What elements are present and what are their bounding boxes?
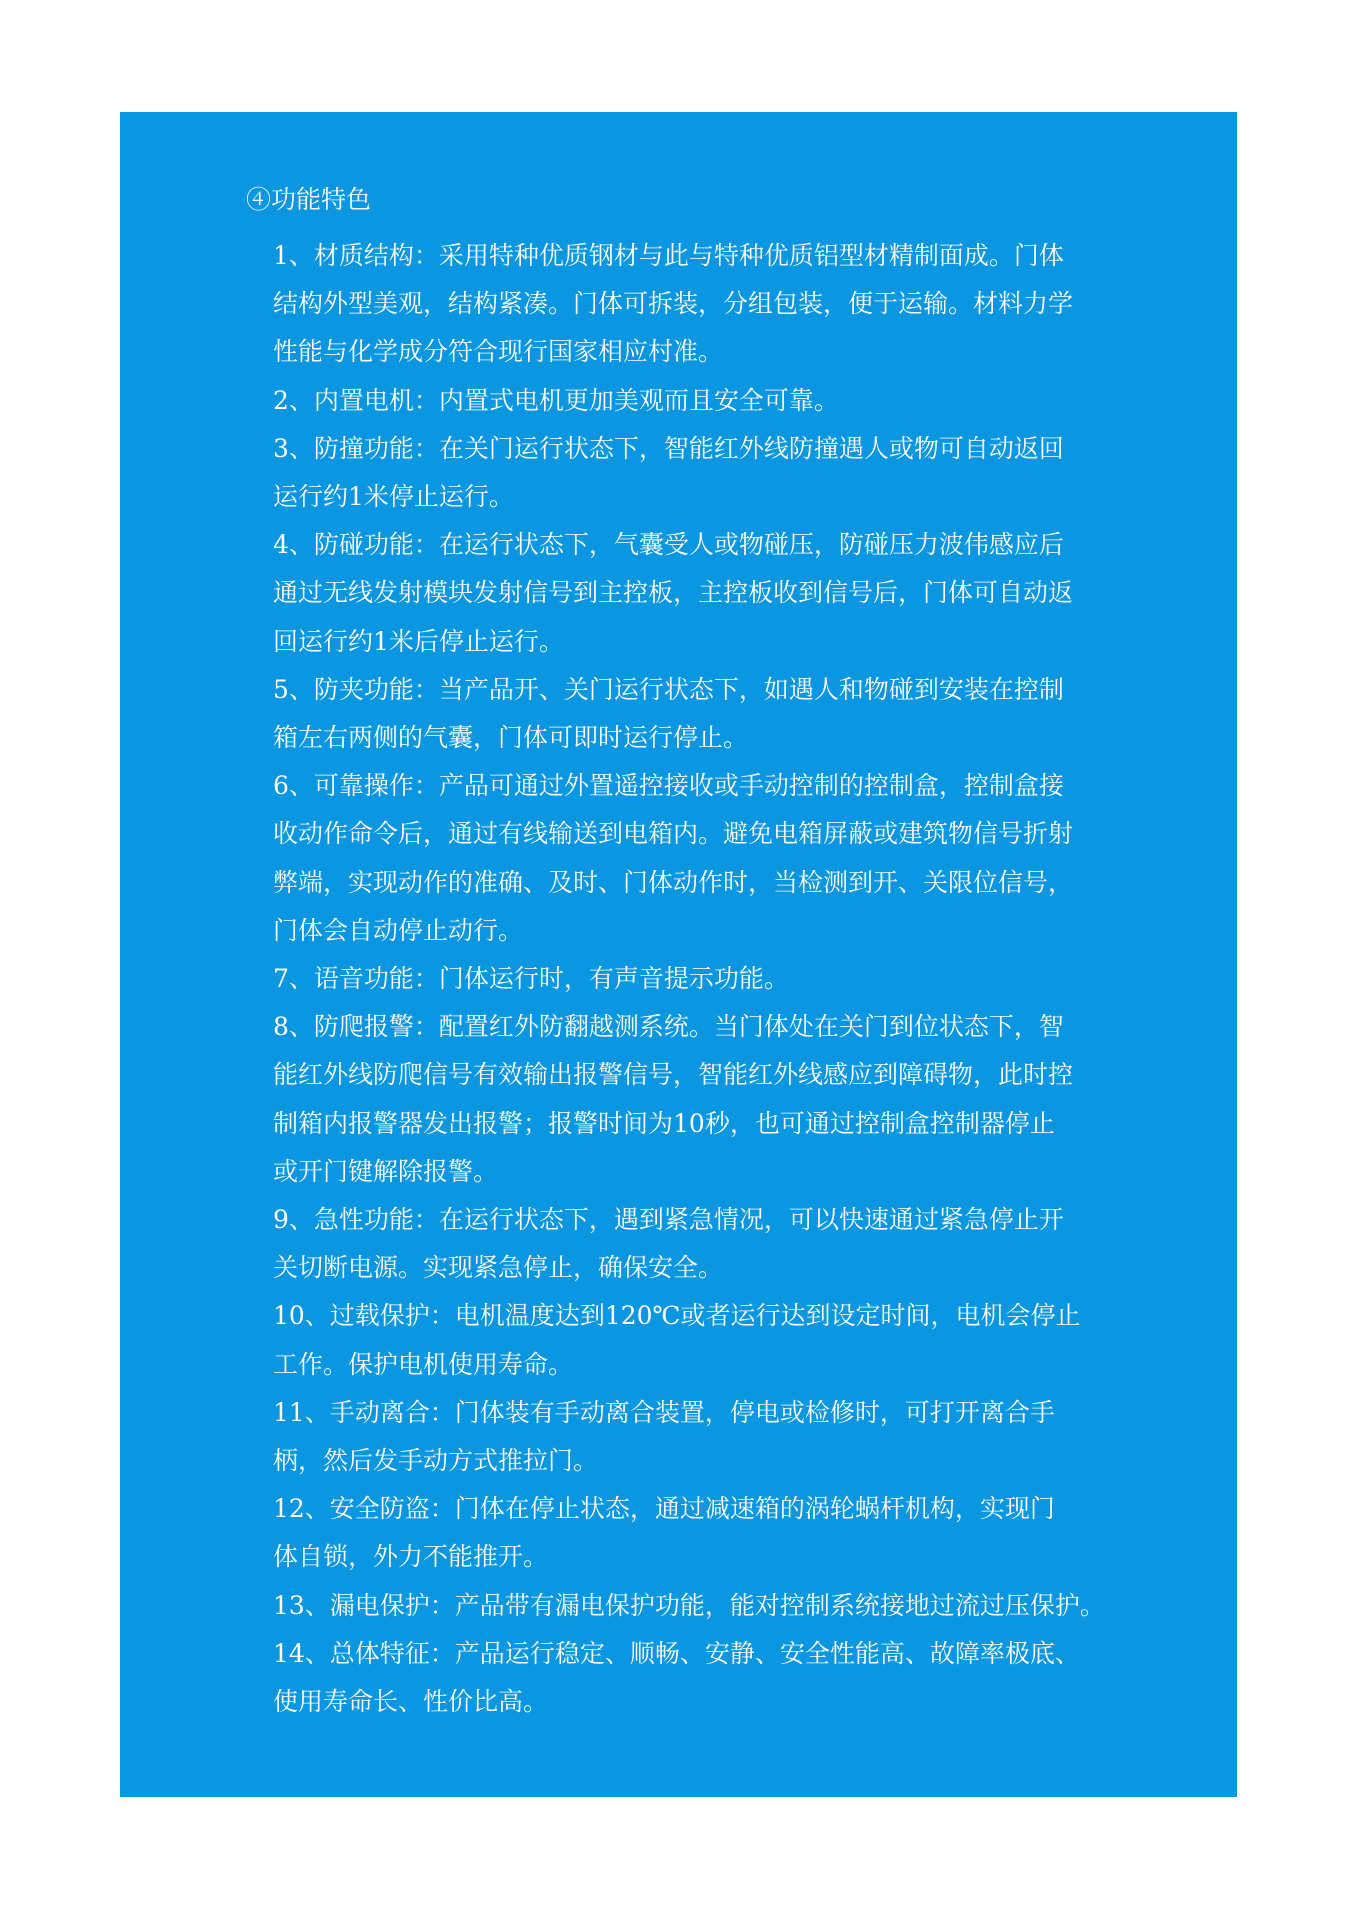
feature-line: 10、过载保护：电机温度达到120℃或者运行达到设定时间，电机会停止: [273, 1301, 1081, 1331]
feature-line: 体自锁，外力不能推开。: [273, 1542, 549, 1572]
feature-item: [273, 1630, 1183, 1726]
feature-line: 能红外线防爬信号有效输出报警信号，智能红外线感应到障碍物，此时控: [273, 1060, 1074, 1090]
feature-line: 2、内置电机：内置式电机更加美观而且安全可靠。: [273, 385, 839, 415]
feature-line: 弊端，实现动作的准确、及时、门体动作时，当检测到开、关限位信号，: [273, 867, 1074, 897]
feature-line: 6、可靠操作：产品可通过外置遥控接收或手动控制的控制盒，控制盒接: [273, 771, 1064, 801]
feature-item: [273, 666, 1183, 762]
feature-item: [273, 377, 1183, 425]
feature-item: [273, 762, 1183, 955]
feature-line: 性能与化学成分符合现行国家相应村准。: [273, 337, 724, 367]
feature-line: 收动作命令后，通过有线输送到电箱内。避免电箱屏蔽或建筑物信号折射: [273, 819, 1074, 849]
feature-line: 工作。保护电机使用寿命。: [273, 1349, 574, 1379]
feature-line: 12、安全防盗：门体在停止状态，通过减速箱的涡轮蜗杆机构，实现门: [273, 1494, 1055, 1524]
feature-line: 1、材质结构：采用特种优质钢材与此与特种优质铝型材精制面成。门体: [273, 241, 1064, 270]
feature-line: 结构外型美观，结构紧凑。门体可拆装，分组包装，便于运输。材料力学: [273, 289, 1074, 319]
feature-item: [273, 955, 1183, 1003]
feature-line: 14、总体特征：产品运行稳定、顺畅、安静、安全性能高、故障率极底、: [273, 1638, 1080, 1668]
feature-item: [273, 1196, 1183, 1292]
feature-item: [273, 1389, 1183, 1485]
feature-line: 或开门键解除报警。: [273, 1156, 499, 1186]
feature-item: [273, 1485, 1183, 1581]
feature-item: [273, 1292, 1183, 1388]
feature-line: 5、防夹功能：当产品开、关门运行状态下，如遇人和物碰到安装在控制: [273, 674, 1064, 704]
feature-item: [273, 521, 1183, 666]
feature-line: 8、防爬报警：配置红外防翻越测系统。当门体处在关门到位状态下，智: [273, 1012, 1064, 1042]
section-title: ④功能特色: [246, 185, 372, 214]
feature-list: [273, 232, 1183, 1726]
feature-line: 4、防碰功能：在运行状态下，气囊受人或物碰压，防碰压力波伟感应后: [273, 530, 1064, 560]
feature-line: 7、语音功能：门体运行时，有声音提示功能。: [273, 964, 789, 994]
feature-line: 门体会自动停止动行。: [273, 915, 524, 945]
feature-line: 通过无线发射模块发射信号到主控板，主控板收到信号后，门体可自动返: [273, 578, 1074, 608]
feature-item: [273, 425, 1183, 521]
feature-line: 回运行约1米后停止运行。: [273, 626, 564, 656]
feature-item: [273, 1582, 1183, 1630]
feature-line: 关切断电源。实现紧急停止，确保安全。: [273, 1253, 724, 1283]
feature-item: [273, 232, 1183, 377]
feature-line: 11、手动离合：门体装有手动离合装置，停电或检修时，可打开离合手: [273, 1397, 1055, 1427]
feature-line: 使用寿命长、性价比高。: [273, 1687, 549, 1717]
feature-line: 柄，然后发手动方式推拉门。: [273, 1446, 599, 1476]
feature-line: 箱左右两侧的气囊，门体可即时运行停止。: [273, 723, 749, 753]
feature-line: 13、漏电保护：产品带有漏电保护功能，能对控制系统接地过流过压保护。: [273, 1590, 1105, 1620]
feature-line: 制箱内报警器发出报警；报警时间为10秒，也可通过控制盒控制器停止: [273, 1108, 1055, 1138]
feature-line: 9、急性功能：在运行状态下，遇到紧急情况，可以快速通过紧急停止开: [273, 1205, 1064, 1235]
feature-item: [273, 1003, 1183, 1196]
feature-line: 3、防撞功能：在关门运行状态下，智能红外线防撞遇人或物可自动返回: [273, 433, 1064, 463]
feature-line: 运行约1米停止运行。: [273, 482, 514, 512]
